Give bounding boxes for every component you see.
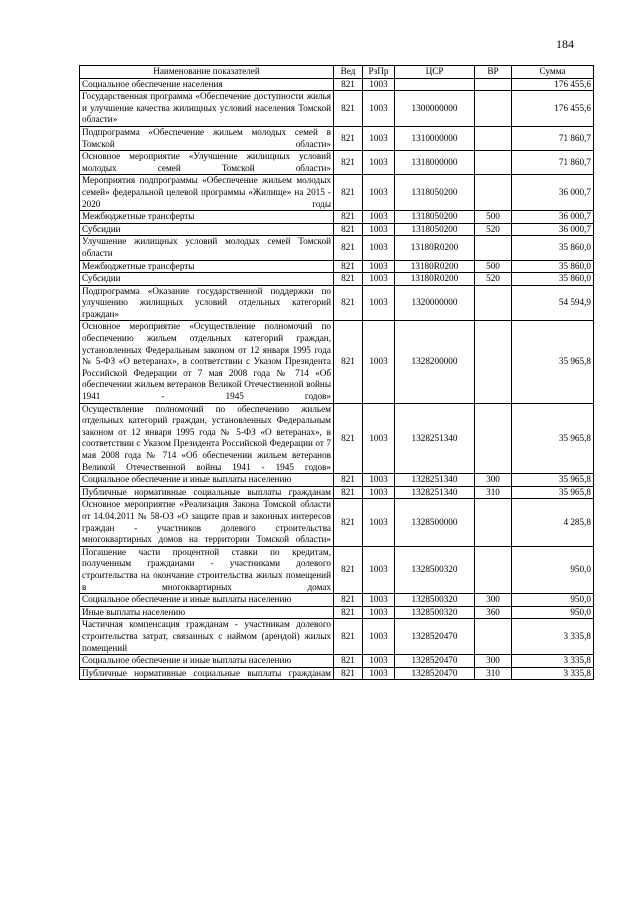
row-csr: 1328251340: [395, 486, 475, 499]
row-rzpr: 1003: [363, 403, 395, 474]
row-name: Субсидии: [80, 223, 334, 236]
row-vr: [475, 321, 512, 403]
table-row: [80, 236, 594, 260]
row-ved: 821: [334, 546, 363, 593]
row-sum: 35 860,0: [512, 260, 594, 273]
header-ved: Вед: [334, 66, 363, 79]
row-name: Улучшение жилищных условий молодых семей Томской области: [80, 236, 334, 260]
table-row: [80, 606, 594, 619]
row-ved: 821: [334, 223, 363, 236]
row-name: Социальное обеспечение и иные выплаты населению: [80, 655, 334, 668]
row-rzpr: 1003: [363, 236, 395, 260]
row-vr: [475, 619, 512, 655]
row-csr: 1320000000: [395, 285, 475, 321]
row-vr: 310: [475, 667, 512, 680]
table-row: [80, 151, 594, 175]
table-header-row: [80, 66, 594, 79]
row-rzpr: 1003: [363, 126, 395, 150]
row-ved: 821: [334, 499, 363, 546]
row-rzpr: 1003: [363, 175, 395, 211]
row-csr: [395, 78, 475, 91]
row-vr: 520: [475, 273, 512, 286]
row-vr: [475, 546, 512, 593]
row-rzpr: 1003: [363, 667, 395, 680]
row-name: Иные выплаты населению: [80, 606, 334, 619]
row-ved: 821: [334, 260, 363, 273]
row-rzpr: 1003: [363, 260, 395, 273]
table-row: [80, 273, 594, 286]
row-vr: [475, 151, 512, 175]
row-rzpr: 1003: [363, 606, 395, 619]
row-rzpr: 1003: [363, 273, 395, 286]
row-vr: 360: [475, 606, 512, 619]
row-name: Основное мероприятие «Реализация Закона Томской области от 14.04.2011 № 58-ОЗ «О защите прав и законных интересов граждан - участников долевого строительства многоквартирных домов на территории Томской области»: [80, 499, 334, 546]
table-row: [80, 655, 594, 668]
row-vr: 500: [475, 260, 512, 273]
row-rzpr: 1003: [363, 655, 395, 668]
table-row: [80, 486, 594, 499]
row-rzpr: 1003: [363, 486, 395, 499]
row-sum: 950,0: [512, 606, 594, 619]
row-name: Социальное обеспечение и иные выплаты населению: [80, 594, 334, 607]
row-name: Частичная компенсация гражданам - участникам долевого строительства затрат, связанных с наймом (арендой) жилых помещений: [80, 619, 334, 655]
row-csr: 1328251340: [395, 474, 475, 487]
table-row: [80, 594, 594, 607]
row-csr: 1328500320: [395, 606, 475, 619]
row-csr: 1328520470: [395, 619, 475, 655]
row-sum: 54 594,9: [512, 285, 594, 321]
row-sum: 35 965,8: [512, 486, 594, 499]
row-csr: 1318000000: [395, 151, 475, 175]
row-ved: 821: [334, 151, 363, 175]
row-vr: 310: [475, 486, 512, 499]
row-csr: 1328500320: [395, 594, 475, 607]
table-row: [80, 321, 594, 403]
row-ved: 821: [334, 273, 363, 286]
row-ved: 821: [334, 619, 363, 655]
table-row: [80, 619, 594, 655]
row-vr: 300: [475, 474, 512, 487]
row-ved: 821: [334, 211, 363, 224]
row-ved: 821: [334, 321, 363, 403]
row-sum: 36 000,7: [512, 175, 594, 211]
row-sum: 36 000,7: [512, 211, 594, 224]
row-ved: 821: [334, 594, 363, 607]
row-sum: 35 860,0: [512, 273, 594, 286]
row-name: Публичные нормативные социальные выплаты гражданам: [80, 667, 334, 680]
row-vr: [475, 91, 512, 127]
row-csr: 1310000000: [395, 126, 475, 150]
row-csr: 1328500000: [395, 499, 475, 546]
row-ved: 821: [334, 474, 363, 487]
row-sum: 3 335,8: [512, 667, 594, 680]
row-rzpr: 1003: [363, 474, 395, 487]
row-vr: [475, 236, 512, 260]
row-rzpr: 1003: [363, 223, 395, 236]
row-rzpr: 1003: [363, 619, 395, 655]
table-row: [80, 667, 594, 680]
row-name: Социальное обеспечение населения: [80, 78, 334, 91]
row-vr: 520: [475, 223, 512, 236]
row-rzpr: 1003: [363, 151, 395, 175]
row-ved: 821: [334, 606, 363, 619]
row-sum: 3 335,8: [512, 619, 594, 655]
row-csr: 1328251340: [395, 403, 475, 474]
row-name: Межбюджетные трансферты: [80, 260, 334, 273]
row-csr: 13180R0200: [395, 273, 475, 286]
header-rzpr: РзПр: [363, 66, 395, 79]
row-rzpr: 1003: [363, 546, 395, 593]
row-sum: 950,0: [512, 594, 594, 607]
row-rzpr: 1003: [363, 91, 395, 127]
row-rzpr: 1003: [363, 321, 395, 403]
table-row: [80, 285, 594, 321]
header-vr: ВР: [475, 66, 512, 79]
table-row: [80, 499, 594, 546]
row-ved: 821: [334, 285, 363, 321]
row-vr: [475, 499, 512, 546]
row-vr: [475, 175, 512, 211]
row-ved: 821: [334, 667, 363, 680]
row-name: Основное мероприятие «Улучшение жилищных условий молодых семей Томской области»: [80, 151, 334, 175]
row-sum: 35 965,8: [512, 403, 594, 474]
header-sum: Сумма: [512, 66, 594, 79]
row-vr: [475, 285, 512, 321]
row-ved: 821: [334, 175, 363, 211]
row-name: Социальное обеспечение и иные выплаты населению: [80, 474, 334, 487]
row-csr: 1300000000: [395, 91, 475, 127]
table-row: [80, 91, 594, 127]
row-sum: 71 860,7: [512, 151, 594, 175]
row-ved: 821: [334, 403, 363, 474]
row-ved: 821: [334, 91, 363, 127]
row-sum: 71 860,7: [512, 126, 594, 150]
row-csr: 1318050200: [395, 175, 475, 211]
row-ved: 821: [334, 78, 363, 91]
header-name: Наименование показателей: [80, 66, 334, 79]
header-csr: ЦСР: [395, 66, 475, 79]
row-vr: [475, 403, 512, 474]
row-csr: 1318050200: [395, 223, 475, 236]
row-ved: 821: [334, 486, 363, 499]
row-name: Погашение части процентной ставки по кредитам, полученным гражданами - участниками долевого строительства на окончание строительства жилых помещений в многоквартирных домах: [80, 546, 334, 593]
row-sum: 950,0: [512, 546, 594, 593]
row-rzpr: 1003: [363, 594, 395, 607]
row-vr: [475, 78, 512, 91]
row-name: Межбюджетные трансферты: [80, 211, 334, 224]
row-csr: 1328520470: [395, 667, 475, 680]
row-name: Субсидии: [80, 273, 334, 286]
table-row: [80, 211, 594, 224]
row-name: Осуществление полномочий по обеспечению жильем отдельных категорий граждан, установленных Федеральным законом от 12 января 1995 года № 5-ФЗ «О ветеранах», в соответствии с Указом Президента Российской Федерации от 7 мая 2008 года № 714 «Об обеспечении жильем ветеранов Великой Отечественной войны 1941 - 1945 годов»: [80, 403, 334, 474]
row-ved: 821: [334, 126, 363, 150]
row-name: Подпрограмма «Оказание государственной поддержки по улучшению жилищных условий отдельных категорий граждан»: [80, 285, 334, 321]
table-row: [80, 260, 594, 273]
row-sum: 36 000,7: [512, 223, 594, 236]
row-ved: 821: [334, 236, 363, 260]
table-row: [80, 223, 594, 236]
row-rzpr: 1003: [363, 499, 395, 546]
row-ved: 821: [334, 655, 363, 668]
row-rzpr: 1003: [363, 78, 395, 91]
row-sum: 176 455,6: [512, 78, 594, 91]
row-csr: 1328200000: [395, 321, 475, 403]
row-name: Публичные нормативные социальные выплаты гражданам: [80, 486, 334, 499]
row-sum: 35 965,8: [512, 474, 594, 487]
row-name: Государственная программа «Обеспечение доступности жилья и улучшение качества жилищных условий населения Томской области»: [80, 91, 334, 127]
row-sum: 35 860,0: [512, 236, 594, 260]
table-row: [80, 126, 594, 150]
row-csr: 13180R0200: [395, 260, 475, 273]
row-vr: [475, 126, 512, 150]
row-name: Подпрограмма «Обеспечение жильем молодых семей в Томской области»: [80, 126, 334, 150]
row-csr: 1328520470: [395, 655, 475, 668]
table-row: [80, 403, 594, 474]
table-row: [80, 175, 594, 211]
table-row: [80, 474, 594, 487]
budget-table: [79, 65, 594, 680]
row-name: Основное мероприятие «Осуществление полномочий по обеспечению жильем отдельных категорий граждан, установленных Федеральным законом от 12 января 1995 года № 5-ФЗ «О ветеранах», в соответствии с Указом Президента Российской Федерации от 7 мая 2008 года № 714 «Об обеспечении жильем ветеранов Великой Отечественной войны 1941 - 1945 годов»: [80, 321, 334, 403]
table-row: [80, 78, 594, 91]
row-name: Мероприятия подпрограммы «Обеспечение жильем молодых семей» федеральной целевой программы «Жилище» на 2015 - 2020 годы: [80, 175, 334, 211]
row-rzpr: 1003: [363, 285, 395, 321]
table-row: [80, 546, 594, 593]
row-vr: 300: [475, 594, 512, 607]
row-vr: 500: [475, 211, 512, 224]
row-sum: 35 965,8: [512, 321, 594, 403]
row-sum: 3 335,8: [512, 655, 594, 668]
row-vr: 300: [475, 655, 512, 668]
row-csr: 1328500320: [395, 546, 475, 593]
row-sum: 176 455,6: [512, 91, 594, 127]
page-number: 184: [556, 37, 574, 51]
row-csr: 13180R0200: [395, 236, 475, 260]
row-rzpr: 1003: [363, 211, 395, 224]
row-sum: 4 285,8: [512, 499, 594, 546]
row-csr: 1318050200: [395, 211, 475, 224]
